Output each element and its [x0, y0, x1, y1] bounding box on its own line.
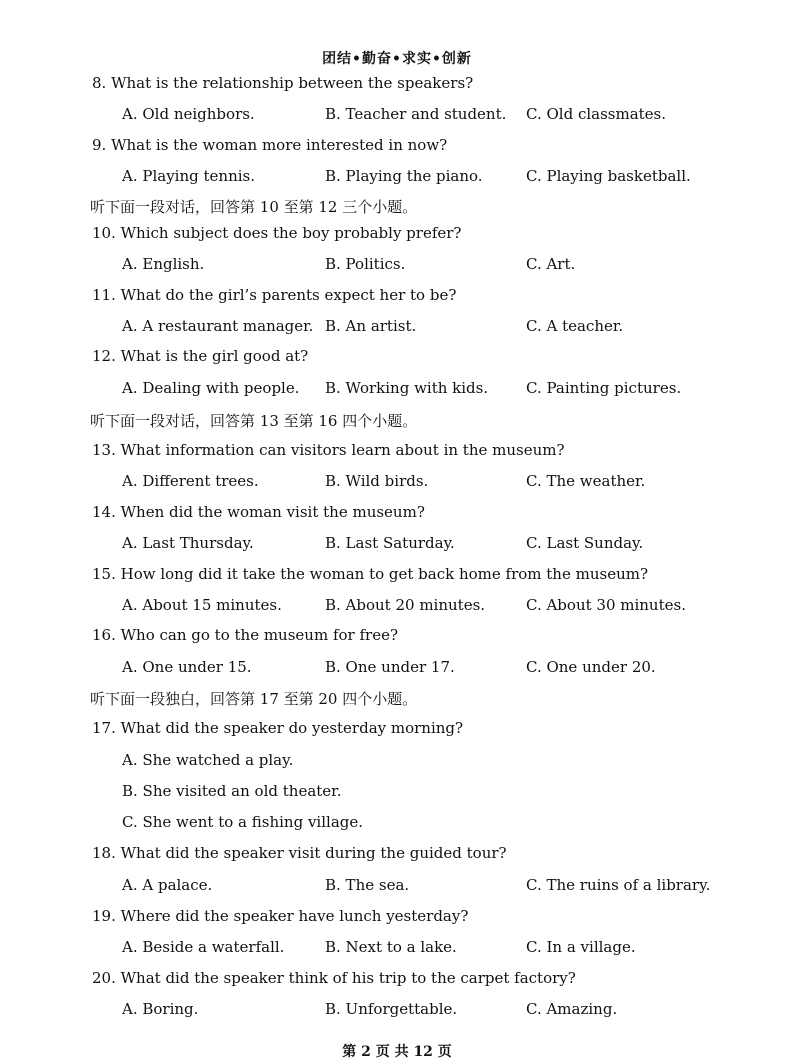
- question-14: [0, 503, 794, 525]
- options-15: [0, 596, 794, 618]
- question-stem: 19. Where did the speaker have lunch yesterday?: [92, 907, 469, 925]
- option-b: B. The sea.: [325, 876, 410, 894]
- option-c: C. Old classmates.: [526, 105, 667, 123]
- option-c: C. In a village.: [526, 938, 636, 956]
- question-stem: 18. What did the speaker visit during the guided tour?: [92, 844, 507, 862]
- question-9: [0, 136, 794, 158]
- question-stem: 11. What do the girl’s parents expect her to be?: [92, 286, 457, 304]
- question-stem: 13. What information can visitors learn about in the museum?: [92, 441, 565, 459]
- option-a: A. She watched a play.: [122, 751, 294, 769]
- options-20: [0, 1000, 794, 1022]
- option-b: B. Working with kids.: [325, 379, 489, 397]
- option-c: C. About 30 minutes.: [526, 596, 686, 614]
- option-a: A. Beside a waterfall.: [122, 938, 285, 956]
- question-13: [0, 441, 794, 463]
- option-b: B. About 20 minutes.: [325, 596, 486, 614]
- option-17b: [0, 782, 794, 804]
- options-18: [0, 876, 794, 898]
- option-c: C. The ruins of a library.: [526, 876, 711, 894]
- section-instruction: [0, 410, 794, 432]
- question-11: [0, 286, 794, 308]
- option-c: C. Playing basketball.: [526, 167, 691, 185]
- options-13: [0, 472, 794, 494]
- section-text: 听下面一段对话，回答第 13 至第 16 四个小题。: [90, 412, 418, 430]
- option-17a: [0, 751, 794, 773]
- page-number: 第 2 页 共 12 页: [342, 1044, 452, 1060]
- option-a: A. Different trees.: [122, 472, 259, 490]
- question-10: [0, 224, 794, 246]
- question-stem: 14. When did the woman visit the museum?: [92, 503, 425, 521]
- question-20: [0, 969, 794, 991]
- option-b: B. One under 17.: [325, 658, 455, 676]
- section-instruction: [0, 196, 794, 218]
- option-c: C. A teacher.: [526, 317, 624, 335]
- option-17c: [0, 813, 794, 835]
- option-a: A. Old neighbors.: [122, 105, 255, 123]
- option-c: C. The weather.: [526, 472, 646, 490]
- option-c: C. Last Sunday.: [526, 534, 644, 552]
- question-stem: 16. Who can go to the museum for free?: [92, 626, 398, 644]
- question-17: [0, 719, 794, 741]
- page-header: 团结•勤奋•求实•创新: [322, 51, 472, 67]
- options-16: [0, 658, 794, 680]
- option-b: B. An artist.: [325, 317, 417, 335]
- options-12: [0, 379, 794, 401]
- question-stem: 8. What is the relationship between the speakers?: [92, 74, 474, 92]
- option-b: B. Wild birds.: [325, 472, 429, 490]
- option-b: B. She visited an old theater.: [122, 782, 342, 800]
- options-8: [0, 105, 794, 127]
- options-19: [0, 938, 794, 960]
- option-a: A. English.: [122, 255, 205, 273]
- option-a: A. Dealing with people.: [122, 379, 300, 397]
- options-11: [0, 317, 794, 339]
- option-a: A. About 15 minutes.: [122, 596, 282, 614]
- question-12: [0, 347, 794, 369]
- option-b: B. Next to a lake.: [325, 938, 457, 956]
- question-8: [0, 74, 794, 96]
- option-b: B. Teacher and student.: [325, 105, 507, 123]
- question-stem: 10. Which subject does the boy probably prefer?: [92, 224, 462, 242]
- option-c: C. Painting pictures.: [526, 379, 682, 397]
- question-stem: 9. What is the woman more interested in now?: [92, 136, 448, 154]
- question-stem: 15. How long did it take the woman to get back home from the museum?: [92, 565, 648, 583]
- section-text: 听下面一段对话，回答第 10 至第 12 三个小题。: [90, 198, 418, 216]
- option-a: A. A palace.: [122, 876, 213, 894]
- option-b: B. Politics.: [325, 255, 406, 273]
- option-a: A. Last Thursday.: [122, 534, 254, 552]
- question-stem: 17. What did the speaker do yesterday morning?: [92, 719, 464, 737]
- question-stem: 20. What did the speaker think of his trip to the carpet factory?: [92, 969, 576, 987]
- option-a: A. Boring.: [122, 1000, 199, 1018]
- section-instruction: [0, 688, 794, 710]
- options-9: [0, 167, 794, 189]
- option-c: C. Art.: [526, 255, 576, 273]
- option-b: B. Last Saturday.: [325, 534, 455, 552]
- option-a: A. A restaurant manager.: [122, 317, 314, 335]
- question-19: [0, 907, 794, 929]
- question-16: [0, 626, 794, 648]
- question-15: [0, 565, 794, 587]
- question-stem: 12. What is the girl good at?: [92, 347, 309, 365]
- options-10: [0, 255, 794, 277]
- option-b: B. Unforgettable.: [325, 1000, 458, 1018]
- options-14: [0, 534, 794, 556]
- question-18: [0, 844, 794, 866]
- option-c: C. One under 20.: [526, 658, 656, 676]
- option-c: C. Amazing.: [526, 1000, 618, 1018]
- section-text: 听下面一段独白，回答第 17 至第 20 四个小题。: [90, 690, 418, 708]
- option-a: A. Playing tennis.: [122, 167, 255, 185]
- option-a: A. One under 15.: [122, 658, 252, 676]
- option-c: C. She went to a fishing village.: [122, 813, 364, 831]
- option-b: B. Playing the piano.: [325, 167, 483, 185]
